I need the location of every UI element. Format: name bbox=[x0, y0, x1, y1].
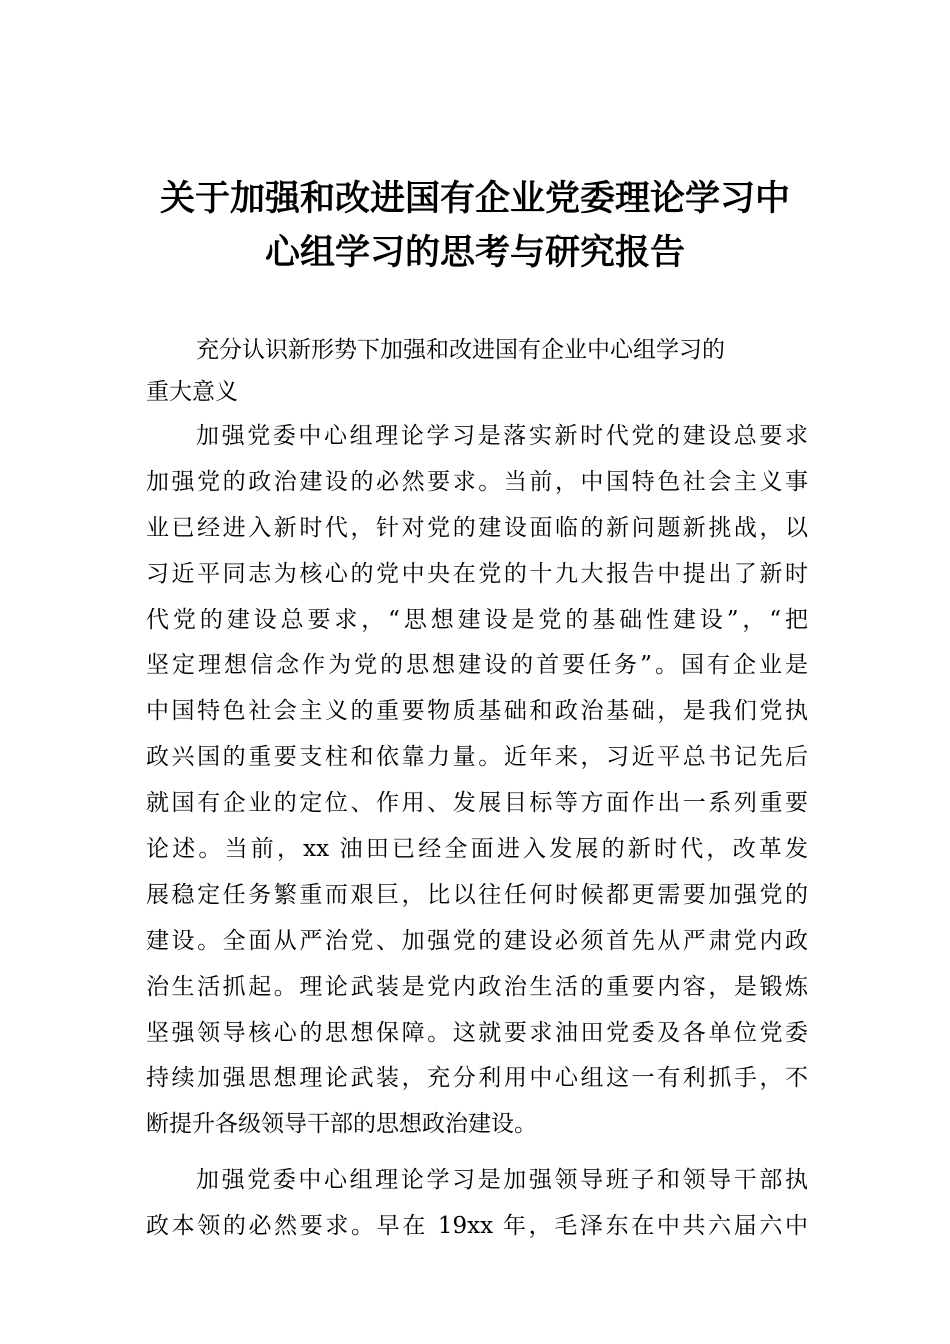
paragraph-line: 建设。全面从严治党、加强党的建设必须首先从严肃党内政 bbox=[146, 927, 808, 954]
paragraph-line: 加强党委中心组理论学习是加强领导班子和领导干部执 bbox=[196, 1167, 808, 1194]
paragraph-2 bbox=[146, 1158, 808, 1250]
title-line-2: 心组学习的思考与研究报告 bbox=[264, 232, 685, 273]
paragraph-line: 持续加强思想理论武装，充分利用中心组这一有利抓手，不 bbox=[146, 1065, 808, 1092]
document-title bbox=[130, 172, 820, 280]
title-line-1: 关于加强和改进国有企业党委理论学习中 bbox=[159, 178, 790, 219]
paragraph-line: 治生活抓起。理论武装是党内政治生活的重要内容，是锻炼 bbox=[146, 973, 808, 1000]
paragraph-gap bbox=[146, 1148, 808, 1158]
paragraph-line: 政兴国的重要支柱和依靠力量。近年来，习近平总书记先后 bbox=[146, 744, 808, 771]
paragraph-line: 断提升各级领导干部的思想政治建设。 bbox=[146, 1111, 537, 1138]
paragraph-line: 就国有企业的定位、作用、发展目标等方面作出一系列重要 bbox=[146, 790, 808, 817]
paragraph-line: 加强党委中心组理论学习是落实新时代党的建设总要求 bbox=[196, 423, 808, 449]
paragraph-line: 政本领的必然要求。早在 19xx 年，毛泽东在中共六届六中 bbox=[146, 1213, 808, 1240]
paragraph-line: 坚定理想信念作为党的思想建设的首要任务”。国有企业是 bbox=[146, 652, 808, 679]
paragraph-line: 业已经进入新时代，针对党的建设面临的新问题新挑战，以 bbox=[146, 514, 808, 541]
heading-line-2: 重大意义 bbox=[146, 379, 238, 405]
paragraph-line: 坚强领导核心的思想保障。这就要求油田党委及各单位党委 bbox=[146, 1019, 808, 1046]
document-body bbox=[146, 414, 808, 1250]
paragraph-line: 加强党的政治建设的必然要求。当前，中国特色社会主义事 bbox=[146, 468, 808, 495]
paragraph-line: 习近平同志为核心的党中央在党的十九大报告中提出了新时 bbox=[146, 560, 808, 587]
paragraph-line: 中国特色社会主义的重要物质基础和政治基础，是我们党执 bbox=[146, 698, 808, 725]
paragraph-line: 代党的建设总要求，“思想建设是党的基础性建设”，“把 bbox=[146, 606, 808, 633]
paragraph-line: 展稳定任务繁重而艰巨，比以往任何时候都更需要加强党的 bbox=[146, 881, 808, 908]
paragraph-1 bbox=[146, 414, 808, 1148]
section-heading bbox=[146, 329, 808, 413]
heading-line-1: 充分认识新形势下加强和改进国有企业中心组学习的 bbox=[196, 337, 725, 363]
paragraph-line: 论述。当前，xx 油田已经全面进入发展的新时代，改革发 bbox=[146, 836, 808, 863]
